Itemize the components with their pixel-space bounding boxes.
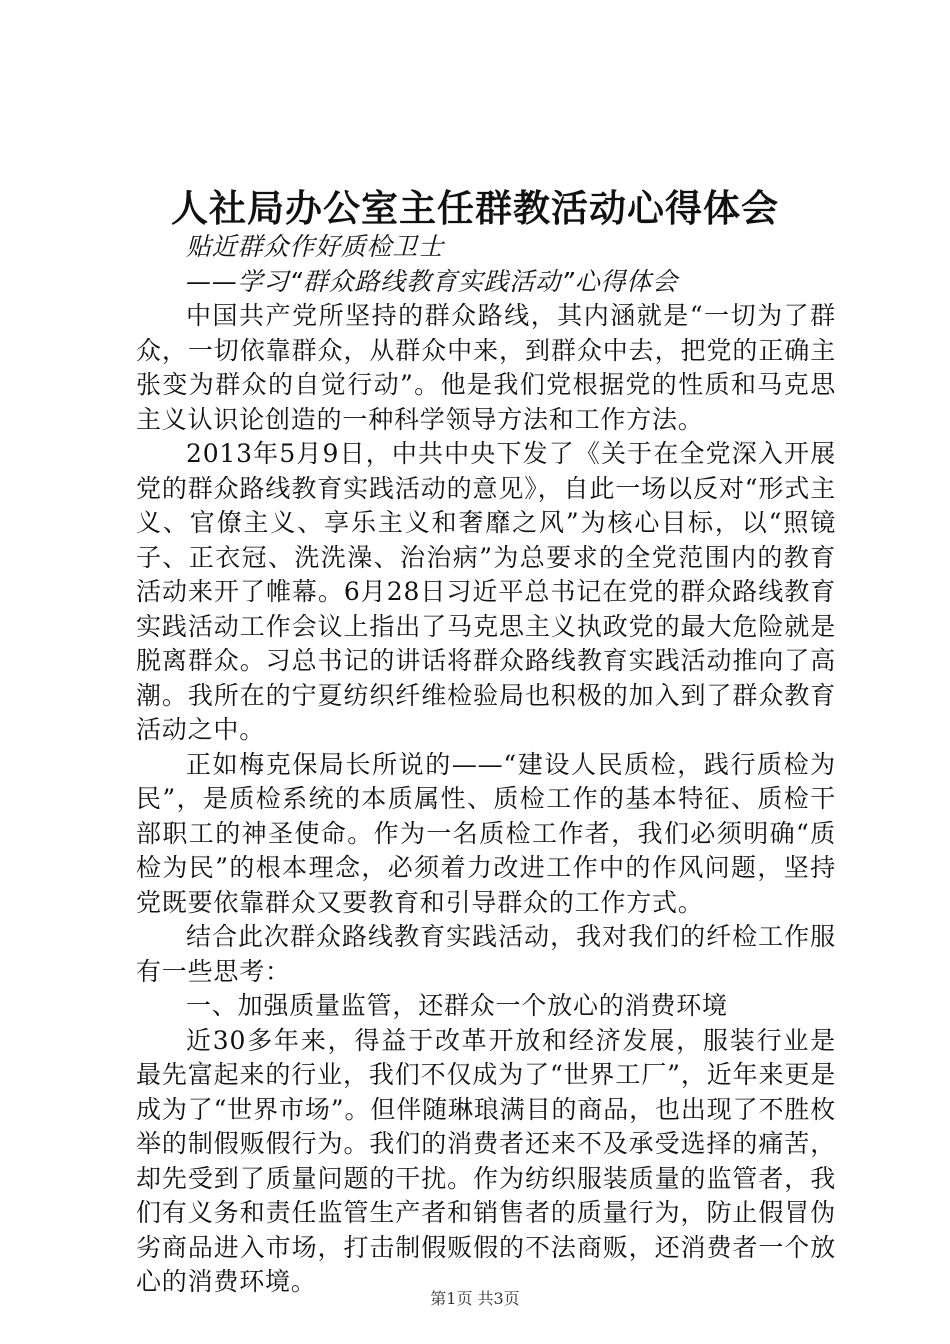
section-heading: 一、加强质量监管，还群众一个放心的消费环境 <box>186 991 728 1020</box>
paragraph: 正如梅克保局长所说的——“建设人民质检，践行质检为民”，是质检系统的本质属性、质检工作的基本特征、质检干部职工的神圣使命。作为一名质检工作者，我们必须明确“质检为民”的根本理念，必须着力改进工作中的作风问题，坚持党既要依靠群众又要教育和引导群众的工作方式。 <box>136 749 836 917</box>
paragraph: 结合此次群众路线教育实践活动，我对我们的纤检工作服有一些思考： <box>136 922 836 986</box>
paragraph: 中国共产党所坚持的群众路线，其内涵就是“一切为了群众，一切依靠群众，从群众中来，到群众中去，把党的正确主张变为群众的自觉行动”。他是我们党根据党的性质和马克思主义认识论创造的一种科学领导方法和工作方法。 <box>136 301 836 434</box>
paragraph: 近30多年来，得益于改革开放和经济发展，服装行业是最先富起来的行业，我们不仅成为了“世界工厂”，近年来更是成为了“世界市场”。但伴随琳琅满目的商品，也出现了不胜枚举的制假贩假行为。我们的消费者还来不及承受选择的痛苦，却先受到了质量问题的干扰。作为纺织服装质量的监管者，我们有义务和责任监管生产者和销售者的质量行为，防止假冒伪劣商品进入市场，打击制假贩假的不法商贩，还消费者一个放心的消费环境。 <box>136 1025 836 1296</box>
subtitle-line: ——学习“群众路线教育实践活动”心得体会 <box>186 266 678 296</box>
document-title: 人社局办公室主任群教活动心得体会 <box>171 186 779 230</box>
document-body <box>136 230 836 1300</box>
subtitle-line: 贴近群众作好质检卫士 <box>186 232 445 261</box>
paragraph: 2013年5月9日，中共中央下发了《关于在全党深入开展党的群众路线教育实践活动的意见》，自此一场以反对“形式主义、官僚主义、享乐主义和奢靡之风”为核心目标，以“照镜子、正衣冠、洗洗澡、治治病”为总要求的全党范围内的教育活动来开了帷幕。6月28日习近平总书记在党的群众路线教育实践活动工作会议上指出了马克思主义执政党的最大危险就是脱离群众。习总书记的讲话将群众路线教育实践活动推向了高潮。我所在的宁夏纺织纤维检验局也积极的加入到了群众教育活动之中。 <box>136 439 836 744</box>
page-number: 第1页 共3页 <box>430 1289 520 1308</box>
